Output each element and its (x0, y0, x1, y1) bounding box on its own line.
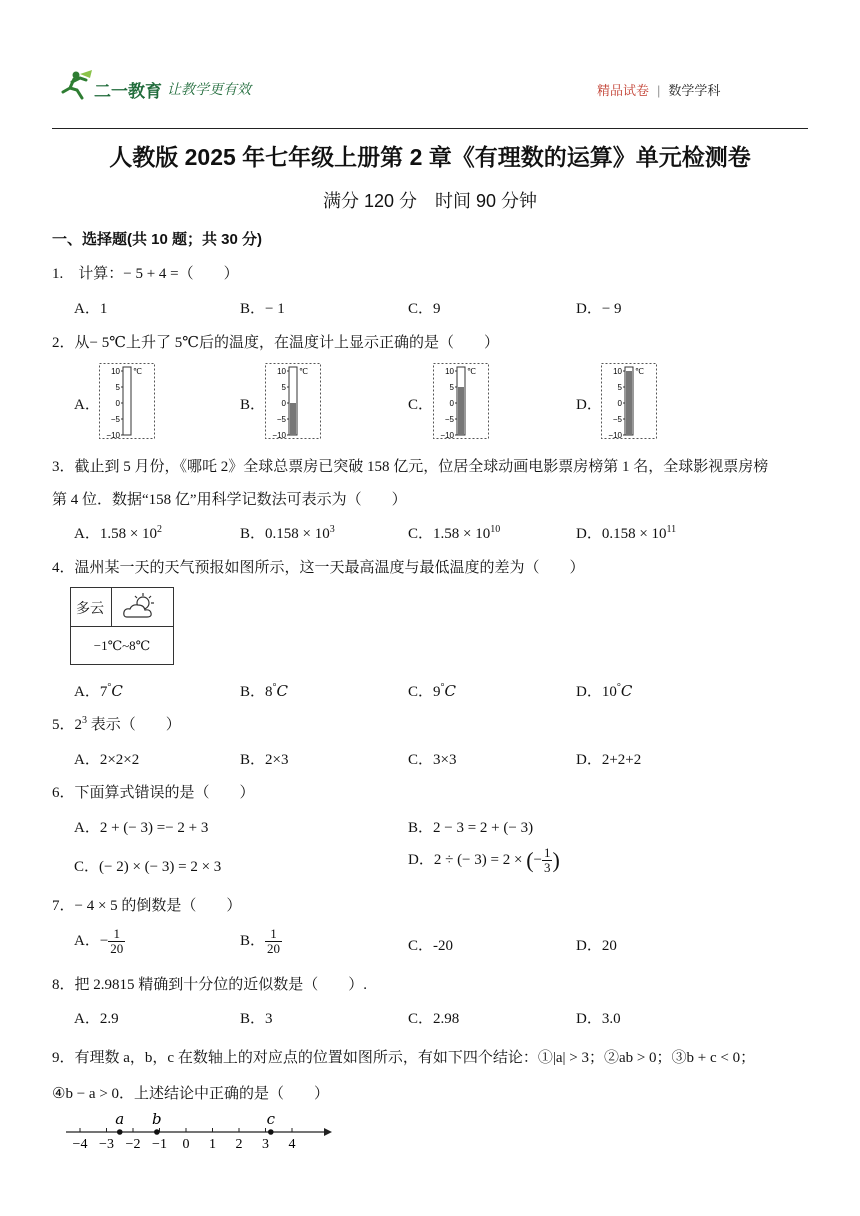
thermometer-tick-label: −5 (276, 415, 286, 424)
point-label-c: c (266, 1110, 276, 1128)
axis-tick-label: −4 (72, 1137, 88, 1152)
thermometer-tick-label: −10 (106, 431, 120, 439)
thermometer-tick-label: 0 (281, 399, 286, 408)
q5-option-d: D．2+2+2 (576, 752, 642, 768)
q4-option-b: B．8°C (240, 682, 288, 700)
header-tags: 精品试卷 | 数学学科 (597, 83, 721, 98)
point-a (117, 1129, 123, 1135)
thermometer-fill (626, 371, 632, 435)
thermometer-tick-label: −10 (440, 431, 454, 439)
q3-option-c: C．$1.58 \times 10^{10}$ (408, 524, 501, 542)
logo-slogan: 让教学更有效 (167, 81, 251, 97)
thermometer-unit: ℃ (299, 367, 308, 376)
axis-tick-label: −2 (125, 1137, 141, 1152)
thermometer-tick-label: −10 (272, 431, 286, 439)
question-3-stem-line2: 第 4 位．数据“158 亿”用科学记数法可表示为（ ） (52, 492, 407, 508)
thermometer-tick-label: 5 (617, 383, 622, 392)
question-6-stem: 6．下面算式错误的是（ ） (52, 785, 255, 801)
thermometer-d (601, 363, 657, 439)
point-c (268, 1129, 274, 1135)
axis-tick-label: 1 (209, 1137, 216, 1152)
thermometer-tick-label: 5 (281, 383, 286, 392)
thermometer-tick-label: −10 (608, 431, 622, 439)
q7-option-b: B． $\frac{1}{20}$ (240, 926, 281, 956)
q6-option-a: A．2 + (− 3) =− 2 + 3 (74, 820, 209, 836)
thermometer-unit: ℃ (467, 367, 476, 376)
thermometer-tick-label: 5 (449, 383, 454, 392)
weather-temperature: −1℃~8℃ (93, 638, 151, 653)
q6-option-d: D．2 ÷ (− 3) = 2 × (− $\frac{1}{3}$ ) (408, 845, 560, 875)
page-subtitle: 满分 120 分 时间 90 分钟 (322, 191, 538, 211)
q8-option-c: C．2.98 (408, 1011, 460, 1027)
header-tag-subject: 数学学科 (668, 83, 721, 98)
q1-option-c: C．9 (408, 301, 441, 317)
q7-option-c: C．-20 (408, 938, 454, 954)
point-label-a: a (115, 1110, 125, 1128)
partly-cloudy-icon (121, 593, 161, 621)
question-2-stem: 2．从− 5℃上升了 5℃后的温度，在温度计上显示正确的是（ ） (52, 335, 500, 351)
thermometer-unit: ℃ (133, 367, 142, 376)
question-9-stem-line1: 9．有理数 a，b，c 在数轴上的对应点的位置如图所示，有如下四个结论：①|a| > 3；②ab > 0；③b + c < 0； (52, 1050, 756, 1066)
axis-tick-label: −3 (99, 1137, 114, 1152)
thermometer-fill (458, 387, 464, 435)
number-line (62, 1108, 342, 1154)
q5-option-a: A．2×2×2 (74, 752, 140, 768)
question-4-stem: 4．温州某一天的天气预报如图所示，这一天最高温度与最低温度的差为（ ） (52, 560, 585, 576)
q5-option-c: C．3×3 (408, 752, 457, 768)
q8-option-d: D．3.0 (576, 1011, 621, 1027)
header-divider (52, 128, 808, 129)
q6-option-b: B．2 − 3 = 2 + (− 3) (408, 820, 534, 836)
thermometer-tick-label: −5 (612, 415, 622, 424)
thermometer-unit: ℃ (635, 367, 644, 376)
q1-option-a: A．1 (74, 301, 108, 317)
q7-option-d: D．20 (576, 938, 617, 954)
q4-option-c: C．9°C (408, 682, 456, 700)
q8-option-a: A．2.9 (74, 1011, 119, 1027)
weather-forecast-box (70, 587, 174, 665)
q1-option-b: B．− 1 (240, 301, 285, 317)
thermometer-tick-label: 5 (115, 383, 120, 392)
q5-option-b: B．2×3 (240, 752, 289, 768)
thermometer-b (265, 363, 321, 439)
axis-tick-label: 3 (262, 1137, 269, 1152)
q2-option-a: A． (74, 397, 100, 413)
q7-option-a: A．− $\frac{1}{20}$ (74, 926, 124, 956)
q3-option-a: A．$1.58 \times 10^2$ (74, 524, 163, 542)
weather-label: 多云 (76, 602, 104, 617)
point-label-b: b (152, 1110, 162, 1128)
logo-text: 二一教育 (94, 82, 162, 101)
q2-option-d: D． (576, 397, 602, 413)
question-9-stem-line2: ④b − a > 0．上述结论中正确的是（ ） (52, 1086, 330, 1102)
logo-figure (60, 70, 94, 105)
question-5-stem: 5．$2^3$ 表示（ ） (52, 715, 181, 733)
q2-option-b: B． (240, 397, 266, 413)
q4-option-d: D．10°C (576, 682, 633, 700)
question-1-stem: 1. 计算：− 5 + 4 =（ ） (52, 266, 239, 282)
q4-option-a: A．7°C (74, 682, 123, 700)
q1-option-d: D．− 9 (576, 301, 622, 317)
axis-arrow (324, 1128, 332, 1136)
q8-option-b: B．3 (240, 1011, 273, 1027)
thermometer-tick-label: 0 (449, 399, 454, 408)
thermometer-tick-label: 10 (111, 367, 120, 376)
axis-tick-label: 0 (182, 1137, 190, 1152)
thermometer-tick-label: 10 (277, 367, 286, 376)
thermometer-tick-label: 0 (617, 399, 622, 408)
header-tag-premium: 精品试卷 (597, 83, 650, 98)
point-b (154, 1129, 160, 1135)
q3-option-b: B．$0.158 \times 10^3$ (240, 524, 335, 542)
axis-tick-label: 4 (288, 1137, 296, 1152)
thermometer-tick-label: −5 (110, 415, 120, 424)
question-3-stem-line1: 3．截止到 5 月份，《哪吒 2》全球总票房已突破 158 亿元，位居全球动画电影票房榜第 1 名，全球影视票房榜 (52, 459, 769, 475)
section-heading: 一、选择题(共 10 题；共 30 分) (52, 231, 263, 248)
question-7-stem: 7．− 4 × 5 的倒数是（ ） (52, 898, 242, 914)
thermometer-a (99, 363, 155, 439)
axis-tick-label: 2 (235, 1137, 243, 1152)
q3-option-d: D．$0.158 \times 10^{11}$ (576, 524, 677, 542)
thermometer-fill (290, 403, 296, 435)
thermometer-tick-label: 10 (445, 367, 454, 376)
thermometer-tick-label: −5 (444, 415, 454, 424)
question-8-stem: 8．把 2.9815 精确到十分位的近似数是（ ）. (52, 977, 368, 993)
thermometer-tick-label: 0 (115, 399, 120, 408)
thermometer-tick-label: 10 (613, 367, 622, 376)
thermometer-c (433, 363, 489, 439)
axis-tick-label: −1 (152, 1137, 167, 1152)
q2-option-c: C． (408, 397, 434, 413)
page-title: 人教版 2025 年七年级上册第 2 章《有理数的运算》单元检测卷 (109, 144, 751, 170)
q6-option-c: C．(− 2) × (− 3) = 2 × 3 (74, 859, 222, 875)
